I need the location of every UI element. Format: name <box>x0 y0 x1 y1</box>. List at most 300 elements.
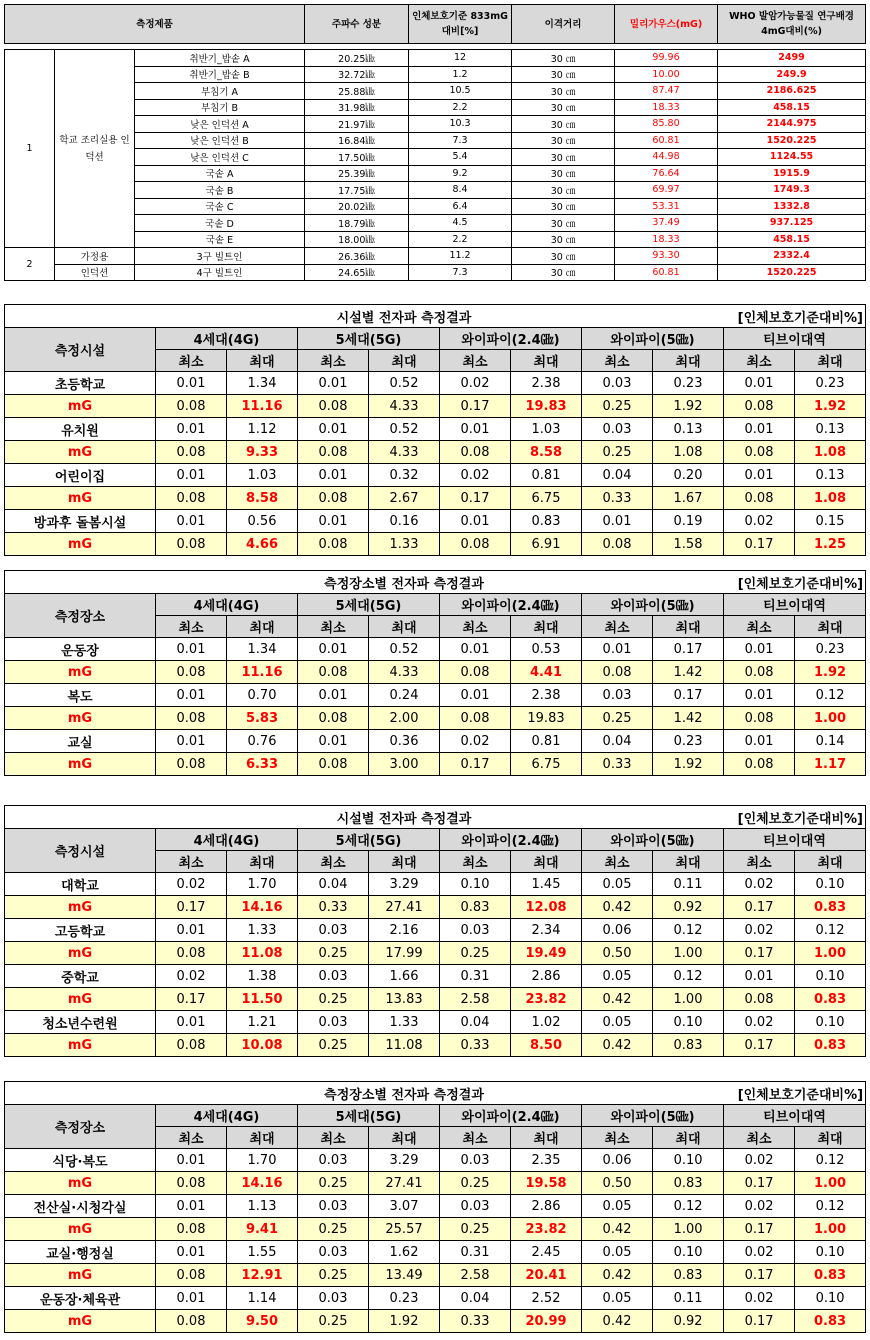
min-value: 0.08 <box>156 1218 227 1241</box>
min-header: 최소 <box>440 616 511 638</box>
max-value: 1.08 <box>795 441 866 464</box>
min-value: 0.02 <box>156 965 227 988</box>
max-value: 11.16 <box>227 661 298 684</box>
max-value: 1.00 <box>653 942 724 965</box>
max-value: 2.52 <box>511 1287 582 1310</box>
min-value: 0.01 <box>156 1011 227 1034</box>
max-value: 27.41 <box>369 896 440 919</box>
max-value: 0.10 <box>653 1241 724 1264</box>
max-value: 0.92 <box>653 896 724 919</box>
protection-ratio-cell: 1.2 <box>409 66 512 83</box>
header-distance: 이격거리 <box>512 5 615 44</box>
min-header: 최소 <box>156 616 227 638</box>
min-value: 0.01 <box>298 638 369 661</box>
facility-row <box>5 418 866 441</box>
max-value: 0.10 <box>795 965 866 988</box>
max-value: 1.08 <box>653 441 724 464</box>
max-value: 2.38 <box>511 372 582 395</box>
min-value: 0.02 <box>724 873 795 896</box>
row-name: 교실 <box>5 730 156 753</box>
max-value: 0.83 <box>795 1310 866 1333</box>
min-value: 0.02 <box>724 1195 795 1218</box>
max-value: 4.66 <box>227 533 298 556</box>
max-value: 1.38 <box>227 965 298 988</box>
min-value: 0.42 <box>582 1034 653 1057</box>
facility-row <box>5 684 866 707</box>
band-header: 와이파이(2.4㎓) <box>440 328 582 350</box>
min-value: 0.01 <box>440 638 511 661</box>
protection-ratio-cell: 9.2 <box>409 165 512 182</box>
max-header: 최대 <box>653 851 724 873</box>
max-header: 최대 <box>227 350 298 372</box>
max-value: 0.23 <box>795 372 866 395</box>
min-value: 0.01 <box>298 510 369 533</box>
max-value: 6.75 <box>511 487 582 510</box>
min-header: 최소 <box>724 350 795 372</box>
milligauss-cell: 69.97 <box>615 182 718 199</box>
milligauss-row <box>5 1034 866 1057</box>
milligauss-row <box>5 395 866 418</box>
min-value: 0.03 <box>298 919 369 942</box>
min-value: 0.17 <box>440 395 511 418</box>
band-header: 4세대(4G) <box>156 1105 298 1127</box>
min-value: 0.03 <box>440 1195 511 1218</box>
who-ratio-cell: 1520.225 <box>718 264 866 281</box>
min-value: 0.03 <box>298 1011 369 1034</box>
max-value: 1.70 <box>227 1149 298 1172</box>
min-value: 0.03 <box>582 684 653 707</box>
facility-row <box>5 919 866 942</box>
max-value: 0.12 <box>795 1149 866 1172</box>
milligauss-cell: 76.64 <box>615 165 718 182</box>
facility-row <box>5 873 866 896</box>
band-header: 5세대(5G) <box>298 594 440 616</box>
max-value: 14.16 <box>227 896 298 919</box>
emf-table-2 <box>4 570 866 776</box>
product-row <box>5 83 866 100</box>
facility-row <box>5 638 866 661</box>
protection-ratio-cell: 7.3 <box>409 132 512 149</box>
min-value: 0.25 <box>298 1310 369 1333</box>
max-value: 1.33 <box>227 919 298 942</box>
row-label-header: 측정장소 <box>5 594 156 638</box>
min-value: 0.08 <box>156 661 227 684</box>
max-value: 0.83 <box>653 1264 724 1287</box>
frequency-cell: 17.50㎑ <box>305 149 409 166</box>
distance-cell: 30 ㎝ <box>512 198 615 215</box>
max-value: 19.83 <box>511 395 582 418</box>
row-name: mG <box>5 896 156 919</box>
product-row <box>5 132 866 149</box>
max-value: 1.45 <box>511 873 582 896</box>
min-value: 0.01 <box>724 638 795 661</box>
min-value: 0.17 <box>724 1172 795 1195</box>
who-ratio-cell: 1520.225 <box>718 132 866 149</box>
min-value: 2.58 <box>440 988 511 1011</box>
min-value: 0.02 <box>724 1241 795 1264</box>
max-value: 1.00 <box>795 1218 866 1241</box>
max-value: 2.16 <box>369 919 440 942</box>
min-value: 0.06 <box>582 1149 653 1172</box>
min-value: 0.01 <box>440 418 511 441</box>
row-name: mG <box>5 487 156 510</box>
milligauss-row <box>5 1172 866 1195</box>
min-value: 0.08 <box>298 395 369 418</box>
who-ratio-cell: 2144.975 <box>718 116 866 133</box>
max-header: 최대 <box>227 851 298 873</box>
min-value: 0.01 <box>724 372 795 395</box>
max-value: 0.19 <box>653 510 724 533</box>
title-pad <box>5 806 156 829</box>
max-value: 0.32 <box>369 464 440 487</box>
min-value: 0.08 <box>298 487 369 510</box>
product-row <box>5 182 866 199</box>
band-header-row <box>5 1105 866 1127</box>
min-value: 0.03 <box>440 919 511 942</box>
protection-ratio-cell: 6.4 <box>409 198 512 215</box>
min-value: 0.02 <box>440 730 511 753</box>
max-value: 0.24 <box>369 684 440 707</box>
min-value: 0.33 <box>582 487 653 510</box>
min-value: 0.50 <box>582 1172 653 1195</box>
max-value: 0.83 <box>795 1264 866 1287</box>
min-value: 0.01 <box>156 510 227 533</box>
min-header: 최소 <box>298 851 369 873</box>
min-value: 0.17 <box>156 896 227 919</box>
min-value: 0.08 <box>156 1264 227 1287</box>
max-value: 0.76 <box>227 730 298 753</box>
band-header: 와이파이(2.4㎓) <box>440 829 582 851</box>
min-header: 최소 <box>582 350 653 372</box>
min-value: 0.17 <box>724 942 795 965</box>
max-value: 1.02 <box>511 1011 582 1034</box>
band-header: 티브이대역 <box>724 328 866 350</box>
min-value: 0.03 <box>440 1149 511 1172</box>
milligauss-cell: 85.80 <box>615 116 718 133</box>
min-header: 최소 <box>440 1127 511 1149</box>
band-header: 와이파이(2.4㎓) <box>440 1105 582 1127</box>
max-value: 13.83 <box>369 988 440 1011</box>
protection-ratio-cell: 2.2 <box>409 99 512 116</box>
row-name: 운동장 <box>5 638 156 661</box>
product-row <box>5 264 866 281</box>
min-value: 0.01 <box>440 684 511 707</box>
milligauss-cell: 10.00 <box>615 66 718 83</box>
max-value: 0.23 <box>369 1287 440 1310</box>
distance-cell: 30 ㎝ <box>512 132 615 149</box>
max-value: 0.53 <box>511 638 582 661</box>
max-header: 최대 <box>795 350 866 372</box>
band-header-row <box>5 328 866 350</box>
min-header: 최소 <box>582 616 653 638</box>
max-header: 최대 <box>227 616 298 638</box>
min-value: 0.03 <box>298 1287 369 1310</box>
min-value: 0.08 <box>440 707 511 730</box>
facility-row <box>5 1195 866 1218</box>
row-name: mG <box>5 1172 156 1195</box>
milligauss-cell: 37.49 <box>615 215 718 232</box>
who-ratio-cell: 2499 <box>718 50 866 67</box>
row-name: mG <box>5 533 156 556</box>
max-value: 2.00 <box>369 707 440 730</box>
min-value: 0.01 <box>298 372 369 395</box>
min-value: 0.17 <box>156 988 227 1011</box>
protection-ratio-cell: 10.5 <box>409 83 512 100</box>
min-header: 최소 <box>582 851 653 873</box>
min-value: 0.10 <box>440 873 511 896</box>
max-value: 0.13 <box>795 464 866 487</box>
row-name: 방과후 돌봄시설 <box>5 510 156 533</box>
facility-row <box>5 1011 866 1034</box>
milligauss-row <box>5 942 866 965</box>
max-value: 1.92 <box>795 395 866 418</box>
band-header-row <box>5 829 866 851</box>
max-value: 11.16 <box>227 395 298 418</box>
table-title-row <box>5 571 866 594</box>
min-value: 0.04 <box>582 464 653 487</box>
min-value: 0.08 <box>440 533 511 556</box>
max-value: 5.83 <box>227 707 298 730</box>
min-value: 0.25 <box>298 1218 369 1241</box>
max-value: 2.38 <box>511 684 582 707</box>
min-value: 0.08 <box>724 395 795 418</box>
milligauss-cell: 18.33 <box>615 231 718 248</box>
min-value: 0.17 <box>724 1218 795 1241</box>
min-value: 0.02 <box>440 372 511 395</box>
group-name: 학교 조리실용 인덕션 <box>55 50 135 248</box>
facility-row <box>5 730 866 753</box>
max-value: 1.00 <box>795 1172 866 1195</box>
band-header: 티브이대역 <box>724 1105 866 1127</box>
min-value: 0.42 <box>582 1310 653 1333</box>
max-value: 0.83 <box>653 1034 724 1057</box>
min-value: 0.08 <box>156 753 227 776</box>
min-value: 0.33 <box>582 753 653 776</box>
who-ratio-cell: 2332.4 <box>718 248 866 265</box>
min-value: 0.25 <box>440 1172 511 1195</box>
max-header: 최대 <box>511 350 582 372</box>
product-name-cell: 4구 빌트인 <box>135 264 305 281</box>
milligauss-cell: 87.47 <box>615 83 718 100</box>
min-value: 0.03 <box>298 1195 369 1218</box>
product-name-cell: 국솥 E <box>135 231 305 248</box>
max-value: 9.33 <box>227 441 298 464</box>
min-value: 0.01 <box>156 1149 227 1172</box>
row-name: 대학교 <box>5 873 156 896</box>
max-value: 3.29 <box>369 873 440 896</box>
min-value: 0.05 <box>582 1241 653 1264</box>
min-header: 최소 <box>724 1127 795 1149</box>
frequency-cell: 20.25㎑ <box>305 50 409 67</box>
min-value: 0.04 <box>440 1011 511 1034</box>
min-value: 0.01 <box>156 1287 227 1310</box>
product-name-cell: 국솥 D <box>135 215 305 232</box>
milligauss-row <box>5 487 866 510</box>
row-label-header: 측정시설 <box>5 829 156 873</box>
min-value: 0.08 <box>724 441 795 464</box>
min-value: 0.50 <box>582 942 653 965</box>
max-value: 1.34 <box>227 372 298 395</box>
min-header: 최소 <box>298 1127 369 1149</box>
max-value: 0.10 <box>795 1287 866 1310</box>
row-name: mG <box>5 707 156 730</box>
min-value: 0.08 <box>724 707 795 730</box>
min-value: 0.08 <box>440 441 511 464</box>
product-row <box>5 215 866 232</box>
min-value: 0.08 <box>582 533 653 556</box>
max-value: 17.99 <box>369 942 440 965</box>
distance-cell: 30 ㎝ <box>512 248 615 265</box>
band-header: 5세대(5G) <box>298 829 440 851</box>
min-value: 0.01 <box>724 418 795 441</box>
max-value: 9.50 <box>227 1310 298 1333</box>
table-title: 측정장소별 전자파 측정결과 <box>156 1082 653 1105</box>
min-value: 0.01 <box>724 464 795 487</box>
min-value: 0.01 <box>156 418 227 441</box>
product-row <box>5 66 866 83</box>
facility-row <box>5 464 866 487</box>
row-name: mG <box>5 753 156 776</box>
min-value: 0.01 <box>582 510 653 533</box>
milligauss-row <box>5 1310 866 1333</box>
max-value: 13.49 <box>369 1264 440 1287</box>
facility-row <box>5 1287 866 1310</box>
max-value: 0.23 <box>653 372 724 395</box>
min-value: 0.03 <box>298 965 369 988</box>
min-value: 0.05 <box>582 1011 653 1034</box>
min-header: 최소 <box>440 851 511 873</box>
title-pad <box>5 571 156 594</box>
min-value: 0.03 <box>298 1241 369 1264</box>
max-value: 23.82 <box>511 1218 582 1241</box>
frequency-cell: 20.02㎑ <box>305 198 409 215</box>
product-row <box>5 99 866 116</box>
max-value: 11.08 <box>369 1034 440 1057</box>
max-value: 25.57 <box>369 1218 440 1241</box>
frequency-cell: 32.72㎑ <box>305 66 409 83</box>
min-value: 0.08 <box>156 487 227 510</box>
max-value: 2.86 <box>511 965 582 988</box>
max-value: 1.00 <box>653 1218 724 1241</box>
max-value: 0.20 <box>653 464 724 487</box>
who-ratio-cell: 1749.3 <box>718 182 866 199</box>
max-value: 0.11 <box>653 1287 724 1310</box>
max-value: 0.14 <box>795 730 866 753</box>
milligauss-row <box>5 441 866 464</box>
max-value: 1.13 <box>227 1195 298 1218</box>
product-name-cell: 낮은 인덕션 B <box>135 132 305 149</box>
row-name: mG <box>5 395 156 418</box>
table-note: [인체보호기준대비%] <box>653 305 866 328</box>
min-value: 0.01 <box>298 418 369 441</box>
min-value: 0.02 <box>724 1149 795 1172</box>
max-value: 4.41 <box>511 661 582 684</box>
max-header: 최대 <box>653 350 724 372</box>
row-name: mG <box>5 1218 156 1241</box>
product-name-cell: 국솥 B <box>135 182 305 199</box>
min-value: 0.05 <box>582 873 653 896</box>
max-value: 1.21 <box>227 1011 298 1034</box>
who-ratio-cell: 458.15 <box>718 231 866 248</box>
distance-cell: 30 ㎝ <box>512 182 615 199</box>
max-value: 4.33 <box>369 661 440 684</box>
max-header: 최대 <box>369 350 440 372</box>
frequency-cell: 21.97㎑ <box>305 116 409 133</box>
table-note: [인체보호기준대비%] <box>653 571 866 594</box>
min-value: 0.08 <box>724 487 795 510</box>
protection-ratio-cell: 5.4 <box>409 149 512 166</box>
row-name: 교실·행정실 <box>5 1241 156 1264</box>
min-value: 0.01 <box>156 372 227 395</box>
max-value: 1.62 <box>369 1241 440 1264</box>
table-title-row <box>5 1082 866 1105</box>
min-value: 0.25 <box>298 1264 369 1287</box>
product-row <box>5 248 866 265</box>
min-value: 0.42 <box>582 988 653 1011</box>
max-header: 최대 <box>369 616 440 638</box>
max-value: 19.83 <box>511 707 582 730</box>
min-value: 0.01 <box>156 919 227 942</box>
max-header: 최대 <box>795 851 866 873</box>
min-value: 0.33 <box>440 1310 511 1333</box>
max-value: 0.36 <box>369 730 440 753</box>
min-header: 최소 <box>724 616 795 638</box>
min-value: 0.01 <box>156 638 227 661</box>
min-value: 0.05 <box>582 965 653 988</box>
table-note: [인체보호기준대비%] <box>653 1082 866 1105</box>
min-value: 0.01 <box>156 1195 227 1218</box>
max-value: 27.41 <box>369 1172 440 1195</box>
milligauss-row <box>5 533 866 556</box>
min-header: 최소 <box>440 350 511 372</box>
min-value: 0.25 <box>298 942 369 965</box>
max-value: 12.91 <box>227 1264 298 1287</box>
max-value: 14.16 <box>227 1172 298 1195</box>
max-value: 0.83 <box>795 896 866 919</box>
milligauss-cell: 60.81 <box>615 132 718 149</box>
max-value: 1.42 <box>653 707 724 730</box>
min-value: 0.08 <box>298 661 369 684</box>
min-value: 0.01 <box>582 638 653 661</box>
max-value: 0.17 <box>653 684 724 707</box>
max-value: 1.00 <box>653 988 724 1011</box>
max-value: 4.33 <box>369 395 440 418</box>
distance-cell: 30 ㎝ <box>512 231 615 248</box>
max-value: 1.00 <box>795 942 866 965</box>
min-value: 0.01 <box>724 730 795 753</box>
min-value: 0.01 <box>298 464 369 487</box>
max-value: 0.10 <box>653 1149 724 1172</box>
emf-table-1 <box>4 304 866 556</box>
max-value: 1.55 <box>227 1241 298 1264</box>
min-value: 0.01 <box>156 1241 227 1264</box>
frequency-cell: 25.88㎑ <box>305 83 409 100</box>
distance-cell: 30 ㎝ <box>512 264 615 281</box>
header-product: 측정제품 <box>5 5 305 44</box>
title-pad <box>5 1082 156 1105</box>
max-value: 1.00 <box>795 707 866 730</box>
max-value: 12.08 <box>511 896 582 919</box>
min-value: 0.08 <box>582 661 653 684</box>
milligauss-row <box>5 661 866 684</box>
max-value: 0.52 <box>369 638 440 661</box>
emf-table-4 <box>4 1081 866 1333</box>
min-value: 0.08 <box>440 661 511 684</box>
max-value: 8.50 <box>511 1034 582 1057</box>
min-value: 0.03 <box>582 372 653 395</box>
band-header: 와이파이(5㎓) <box>582 594 724 616</box>
band-header: 와이파이(2.4㎓) <box>440 594 582 616</box>
